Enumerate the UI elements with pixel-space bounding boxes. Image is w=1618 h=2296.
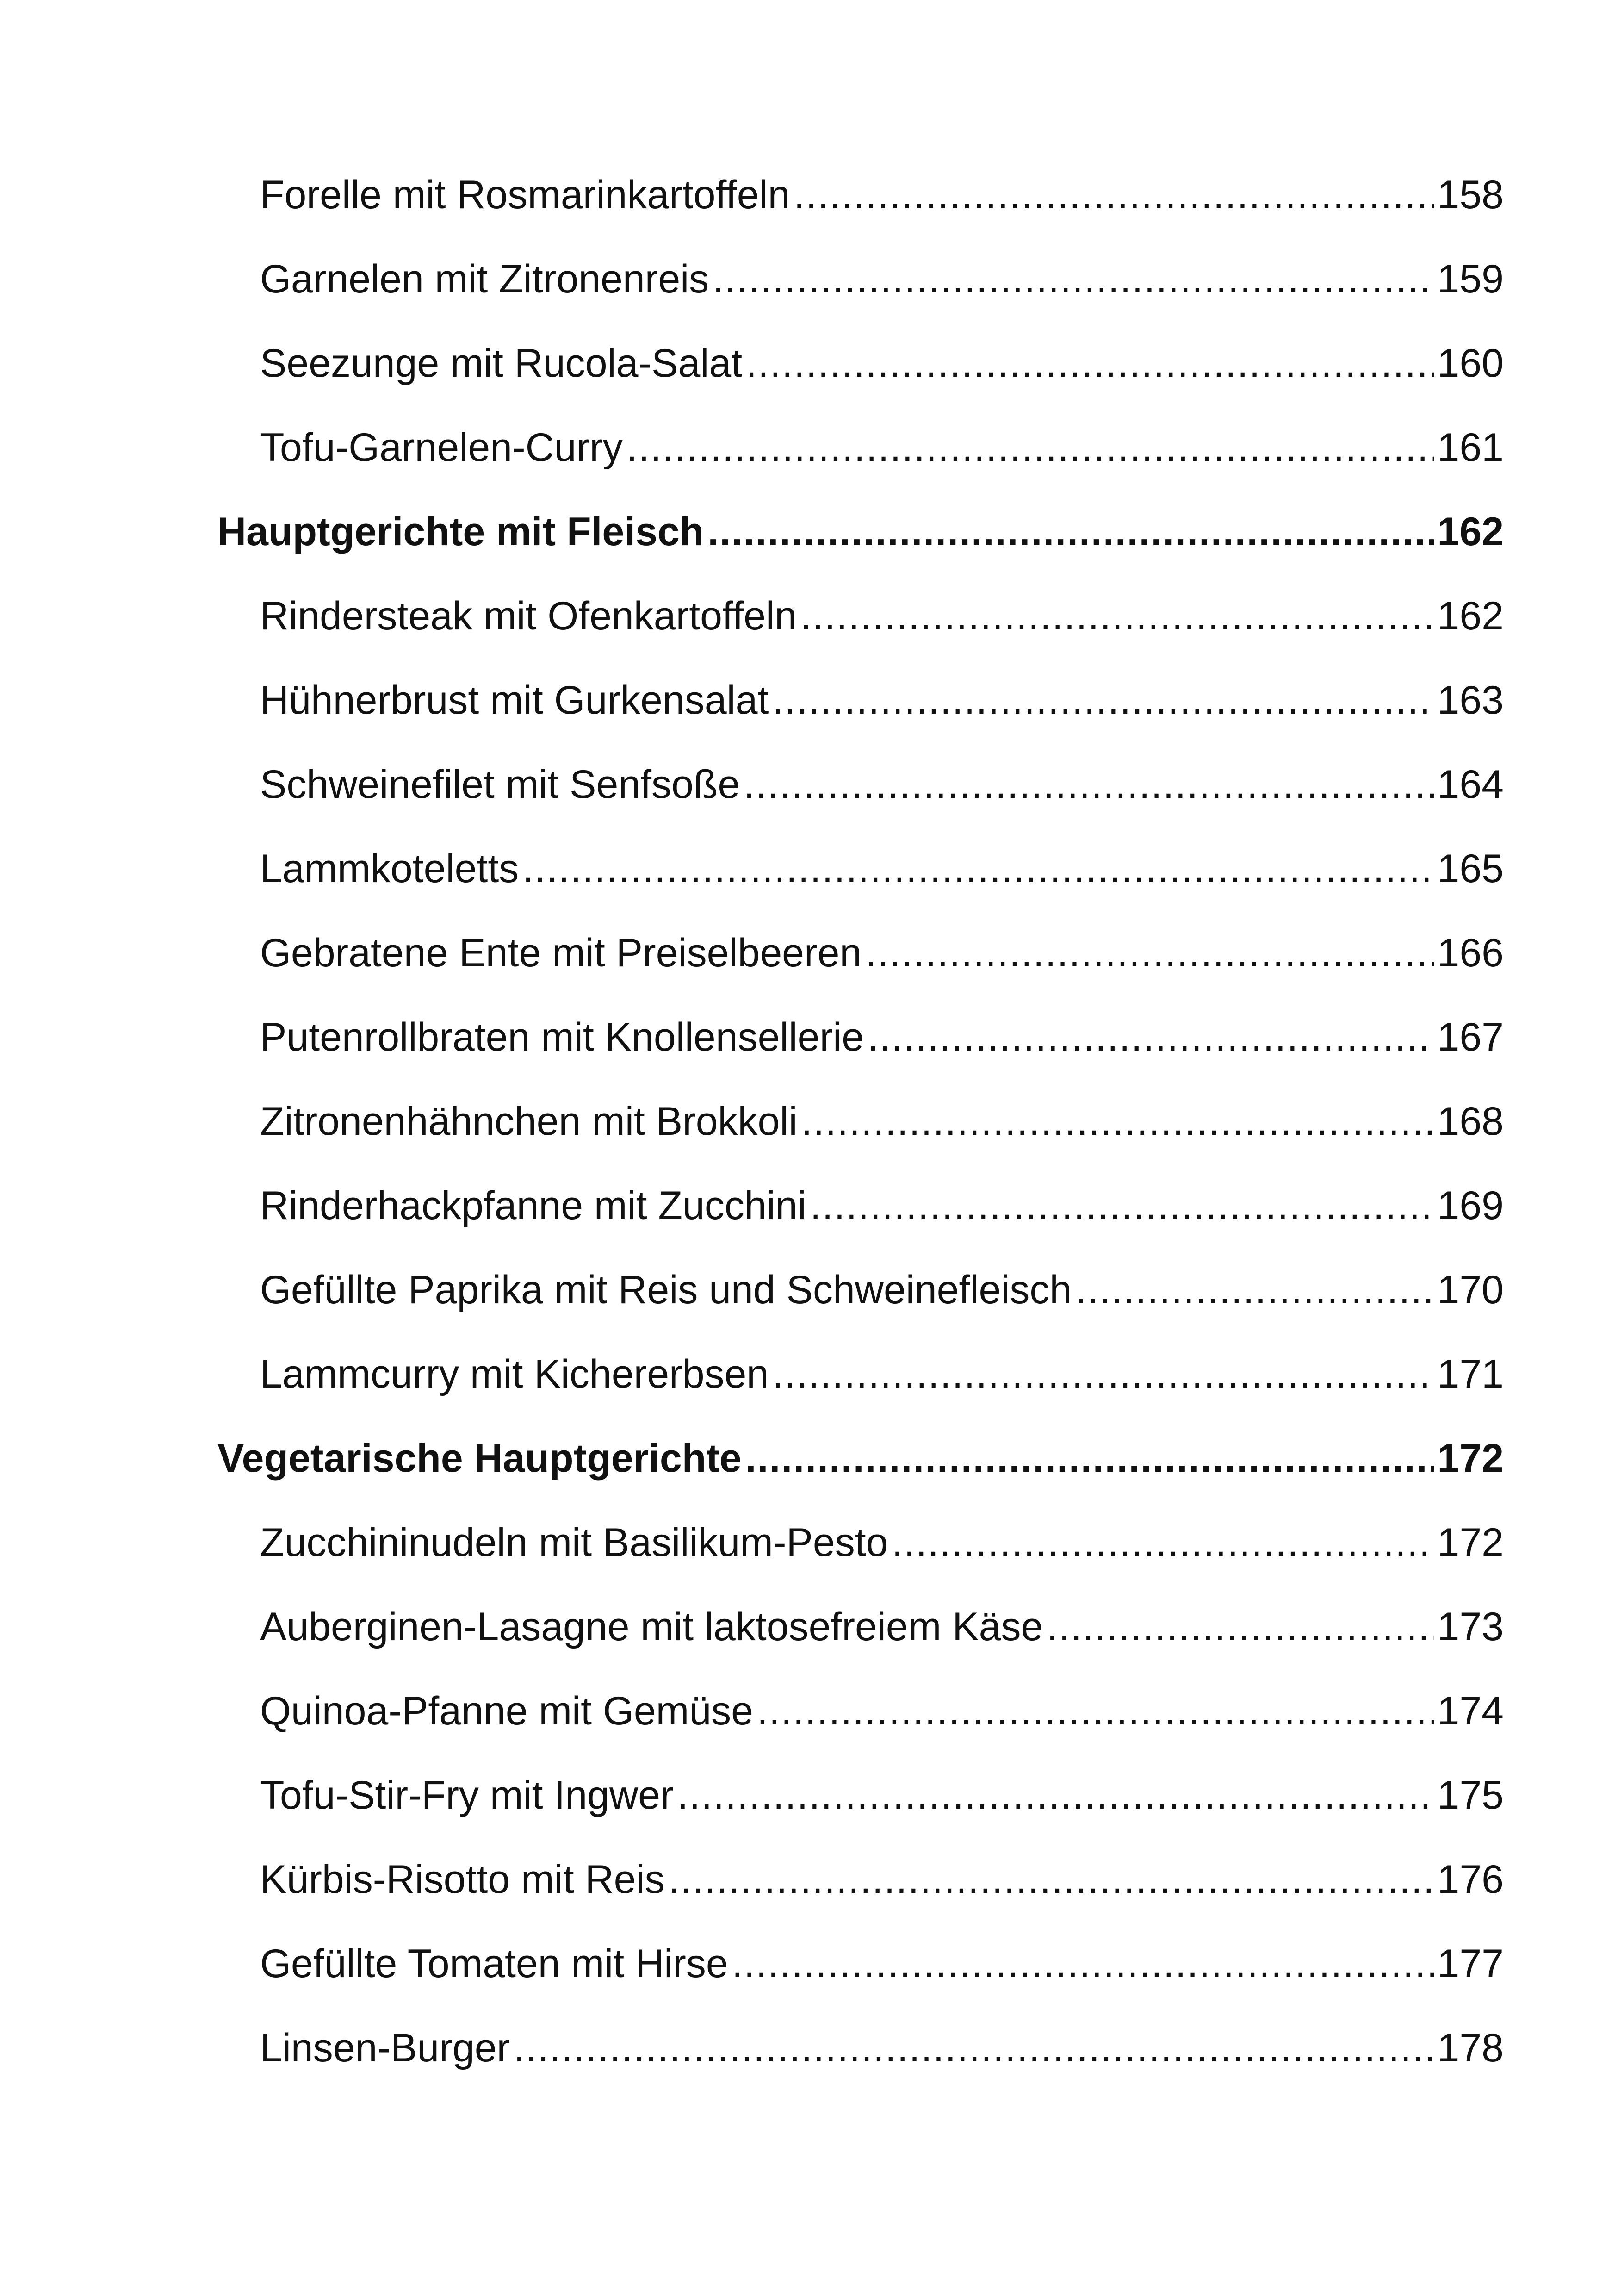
toc-dot-leader	[626, 405, 1434, 490]
toc-section-page: 172	[1437, 1436, 1504, 1481]
toc-dot-leader	[745, 1416, 1434, 1500]
toc-entry-page: 159	[1437, 257, 1504, 301]
toc-dot-leader	[794, 153, 1433, 237]
toc-entry-title: Zucchininudeln mit Basilikum-Pesto	[260, 1520, 888, 1565]
toc-entry-page: 165	[1437, 846, 1504, 891]
toc-entry-title: Schweinefilet mit Senfsoße	[260, 762, 740, 807]
toc-entry	[217, 1753, 1504, 1837]
toc-entry	[217, 1837, 1504, 1922]
toc-entry-title: Gefüllte Tomaten mit Hirse	[260, 1941, 728, 1986]
toc-entry	[217, 153, 1504, 237]
toc-entry-title: Kürbis-Risotto mit Reis	[260, 1857, 665, 1902]
toc-dot-leader	[707, 490, 1433, 574]
toc-dot-leader	[865, 911, 1433, 995]
toc-dot-leader	[1047, 1585, 1433, 1669]
toc-dot-leader	[757, 1669, 1434, 1753]
toc-dot-leader	[868, 995, 1433, 1079]
toc-entry-page: 175	[1437, 1773, 1504, 1817]
toc-entry-title: Zitronenhähnchen mit Brokkoli	[260, 1099, 798, 1144]
toc-section-title: Vegetarische Hauptgerichte	[217, 1436, 742, 1481]
toc-entry-title: Auberginen-Lasagne mit laktosefreiem Käse	[260, 1605, 1043, 1649]
toc-entry-page: 168	[1437, 1099, 1504, 1144]
toc-entry-page: 162	[1437, 594, 1504, 638]
toc-entry-title: Rindersteak mit Ofenkartoffeln	[260, 594, 797, 638]
toc-entry	[217, 321, 1504, 405]
toc-entry-page: 169	[1437, 1183, 1504, 1228]
toc-entry-page: 173	[1437, 1605, 1504, 1649]
toc-entry	[217, 1079, 1504, 1164]
toc-entry	[217, 1332, 1504, 1416]
toc-entry-page: 176	[1437, 1857, 1504, 1902]
toc-dot-leader	[800, 574, 1434, 658]
toc-entry-page: 161	[1437, 425, 1504, 470]
toc-dot-leader	[1075, 1248, 1433, 1332]
toc-entry-page: 163	[1437, 678, 1504, 722]
toc-entry-page: 170	[1437, 1268, 1504, 1312]
toc-dot-leader	[522, 827, 1433, 911]
toc-dot-leader	[772, 658, 1433, 742]
toc-entry	[217, 742, 1504, 827]
toc-dot-leader	[810, 1164, 1434, 1248]
toc-entry-title: Gebratene Ente mit Preiselbeeren	[260, 931, 862, 975]
toc-dot-leader	[772, 1332, 1433, 1416]
toc-entry-page: 177	[1437, 1941, 1504, 1986]
toc-dot-leader	[677, 1753, 1434, 1837]
toc-section-page: 162	[1437, 510, 1504, 554]
toc-section-title: Hauptgerichte mit Fleisch	[217, 510, 704, 554]
toc-dot-leader	[514, 2006, 1433, 2090]
toc-entry-page: 160	[1437, 341, 1504, 386]
toc-entry-page: 172	[1437, 1520, 1504, 1565]
toc-entry	[217, 1164, 1504, 1248]
toc-entry-page: 174	[1437, 1689, 1504, 1733]
toc-entry-page: 178	[1437, 2026, 1504, 2070]
toc-entry	[217, 911, 1504, 995]
toc-entry-title: Hühnerbrust mit Gurkensalat	[260, 678, 769, 722]
toc-entry-title: Tofu-Stir-Fry mit Ingwer	[260, 1773, 674, 1817]
toc-entry	[217, 237, 1504, 321]
toc-entry	[217, 405, 1504, 490]
toc-dot-leader	[746, 321, 1433, 405]
toc-entry-title: Rinderhackpfanne mit Zucchini	[260, 1183, 806, 1228]
toc-entry-title: Seezunge mit Rucola-Salat	[260, 341, 743, 386]
toc-entry-title: Garnelen mit Zitronenreis	[260, 257, 709, 301]
toc-entry-title: Quinoa-Pfanne mit Gemüse	[260, 1689, 753, 1733]
toc-entry-page: 158	[1437, 173, 1504, 217]
toc-entry-page: 171	[1437, 1352, 1504, 1396]
toc-dot-leader	[801, 1079, 1434, 1164]
toc-entry	[217, 574, 1504, 658]
toc-entry-title: Tofu-Garnelen-Curry	[260, 425, 623, 470]
toc-entry-title: Forelle mit Rosmarinkartoffeln	[260, 173, 790, 217]
toc-entry-title: Putenrollbraten mit Knollensellerie	[260, 1015, 864, 1059]
toc-entry	[217, 1248, 1504, 1332]
toc-entry	[217, 1922, 1504, 2006]
toc-entry-title: Linsen-Burger	[260, 2026, 510, 2070]
toc-entry	[217, 827, 1504, 911]
toc-dot-leader	[713, 237, 1433, 321]
toc-entry-title: Lammcurry mit Kichererbsen	[260, 1352, 769, 1396]
toc-dot-leader	[732, 1922, 1434, 2006]
toc-entry-title: Gefüllte Paprika mit Reis und Schweinefleisch	[260, 1268, 1072, 1312]
toc-entry-title: Lammkoteletts	[260, 846, 519, 891]
toc-dot-leader	[892, 1500, 1433, 1585]
toc-section-heading	[217, 1416, 1504, 1500]
table-of-contents	[217, 153, 1504, 2090]
toc-section-heading	[217, 490, 1504, 574]
toc-entry-page: 164	[1437, 762, 1504, 807]
toc-dot-leader	[744, 742, 1433, 827]
toc-entry	[217, 1585, 1504, 1669]
toc-dot-leader	[669, 1837, 1434, 1922]
toc-entry	[217, 1500, 1504, 1585]
toc-entry	[217, 1669, 1504, 1753]
toc-entry	[217, 2006, 1504, 2090]
toc-entry-page: 167	[1437, 1015, 1504, 1059]
toc-entry-page: 166	[1437, 931, 1504, 975]
toc-entry	[217, 995, 1504, 1079]
toc-entry	[217, 658, 1504, 742]
